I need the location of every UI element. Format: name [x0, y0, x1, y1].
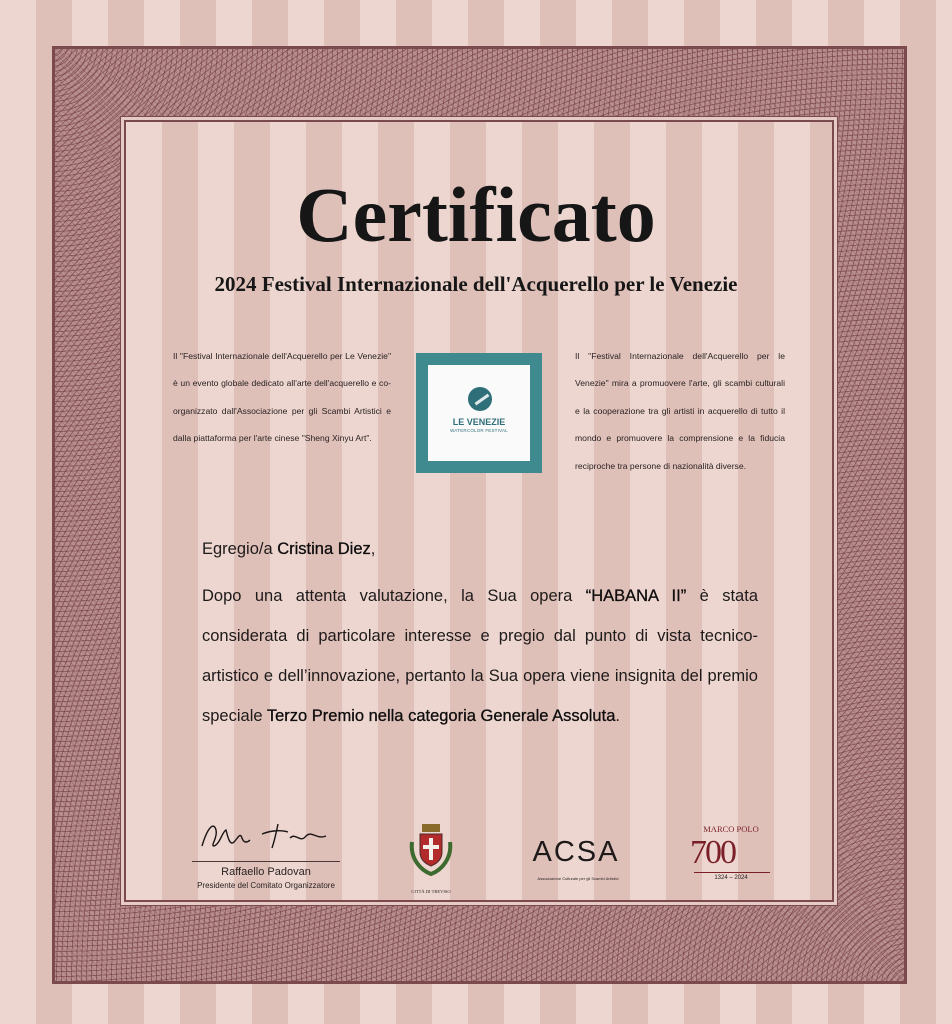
marco-polo-years: 1324 – 2024 [714, 875, 748, 881]
acsa-subtitle: Associazione Culturale per gli Scambi Artistici [537, 876, 619, 881]
greeting-line [202, 540, 758, 559]
treviso-crest [406, 822, 456, 894]
certificate-title: Certificato [296, 171, 656, 258]
crest-label: CITTÀ DI TREVISO [411, 889, 451, 894]
festival-logo-card [428, 365, 530, 461]
intro-right-text: Il "Festival Internazionale dell'Acquerello per le Venezie" mira a promuovere l'arte, gli scambi culturali e la cooperazione tra gli artisti in acquerello di tutto il mondo e promuovere la comprensione e la fiducia reciproche tra persone di nazionalità diverse. [575, 351, 785, 471]
salutation: Egregio/a [202, 540, 273, 558]
signatory-name: Raffaello Padovan [221, 866, 311, 878]
artwork-title: “HABANA II” [585, 587, 687, 605]
signature-block [186, 816, 346, 890]
signatory-role: Presidente del Comitato Organizzatore [197, 881, 335, 890]
award-text-end: . [615, 707, 620, 725]
signature-line [192, 861, 340, 862]
marco-polo-number: 700 [690, 834, 735, 871]
award-name: Terzo Premio nella categoria Generale Assoluta [266, 707, 616, 725]
award-text-part2: è stata considerata di particolare interesse e pregio dal punto di vista tecnico-artistico e dell’innovazione, pertanto la Sua opera viene insignita del premio speciale [202, 587, 758, 725]
certificate-subtitle: 2024 Festival Internazionale dell'Acquerello per le Venezie [214, 272, 738, 296]
festival-logo-subtitle: WATERCOLOR FESTIVAL [450, 428, 508, 433]
marco-polo-divider [694, 872, 770, 873]
acsa-logo [526, 822, 636, 886]
marco-polo-title: MARCO POLO [703, 824, 759, 834]
award-letter [202, 532, 758, 753]
marco-polo-logo [686, 824, 776, 888]
award-text-part1: Dopo una attenta valutazione, la Sua opera [202, 587, 573, 605]
acsa-name: ACSA [532, 836, 620, 868]
intro-left-text: Il "Festival Internazionale dell'Acquerello per Le Venezie" è un evento globale dedicato all'arte dell'acquerello e co-organizzato dall'Associazione per gli Scambi Artistici e dalla piattaforma per l'arte cinese "Sheng Xinyu Art". [173, 351, 391, 444]
festival-logo-name: LE VENEZIE [452, 417, 506, 427]
recipient-name: Cristina Diez [277, 540, 371, 558]
festival-logo [416, 353, 542, 473]
handwritten-signature [192, 816, 340, 856]
crest-icon [406, 822, 456, 884]
salutation-end: , [370, 540, 376, 558]
globe-icon [468, 387, 492, 411]
award-text [202, 576, 758, 736]
